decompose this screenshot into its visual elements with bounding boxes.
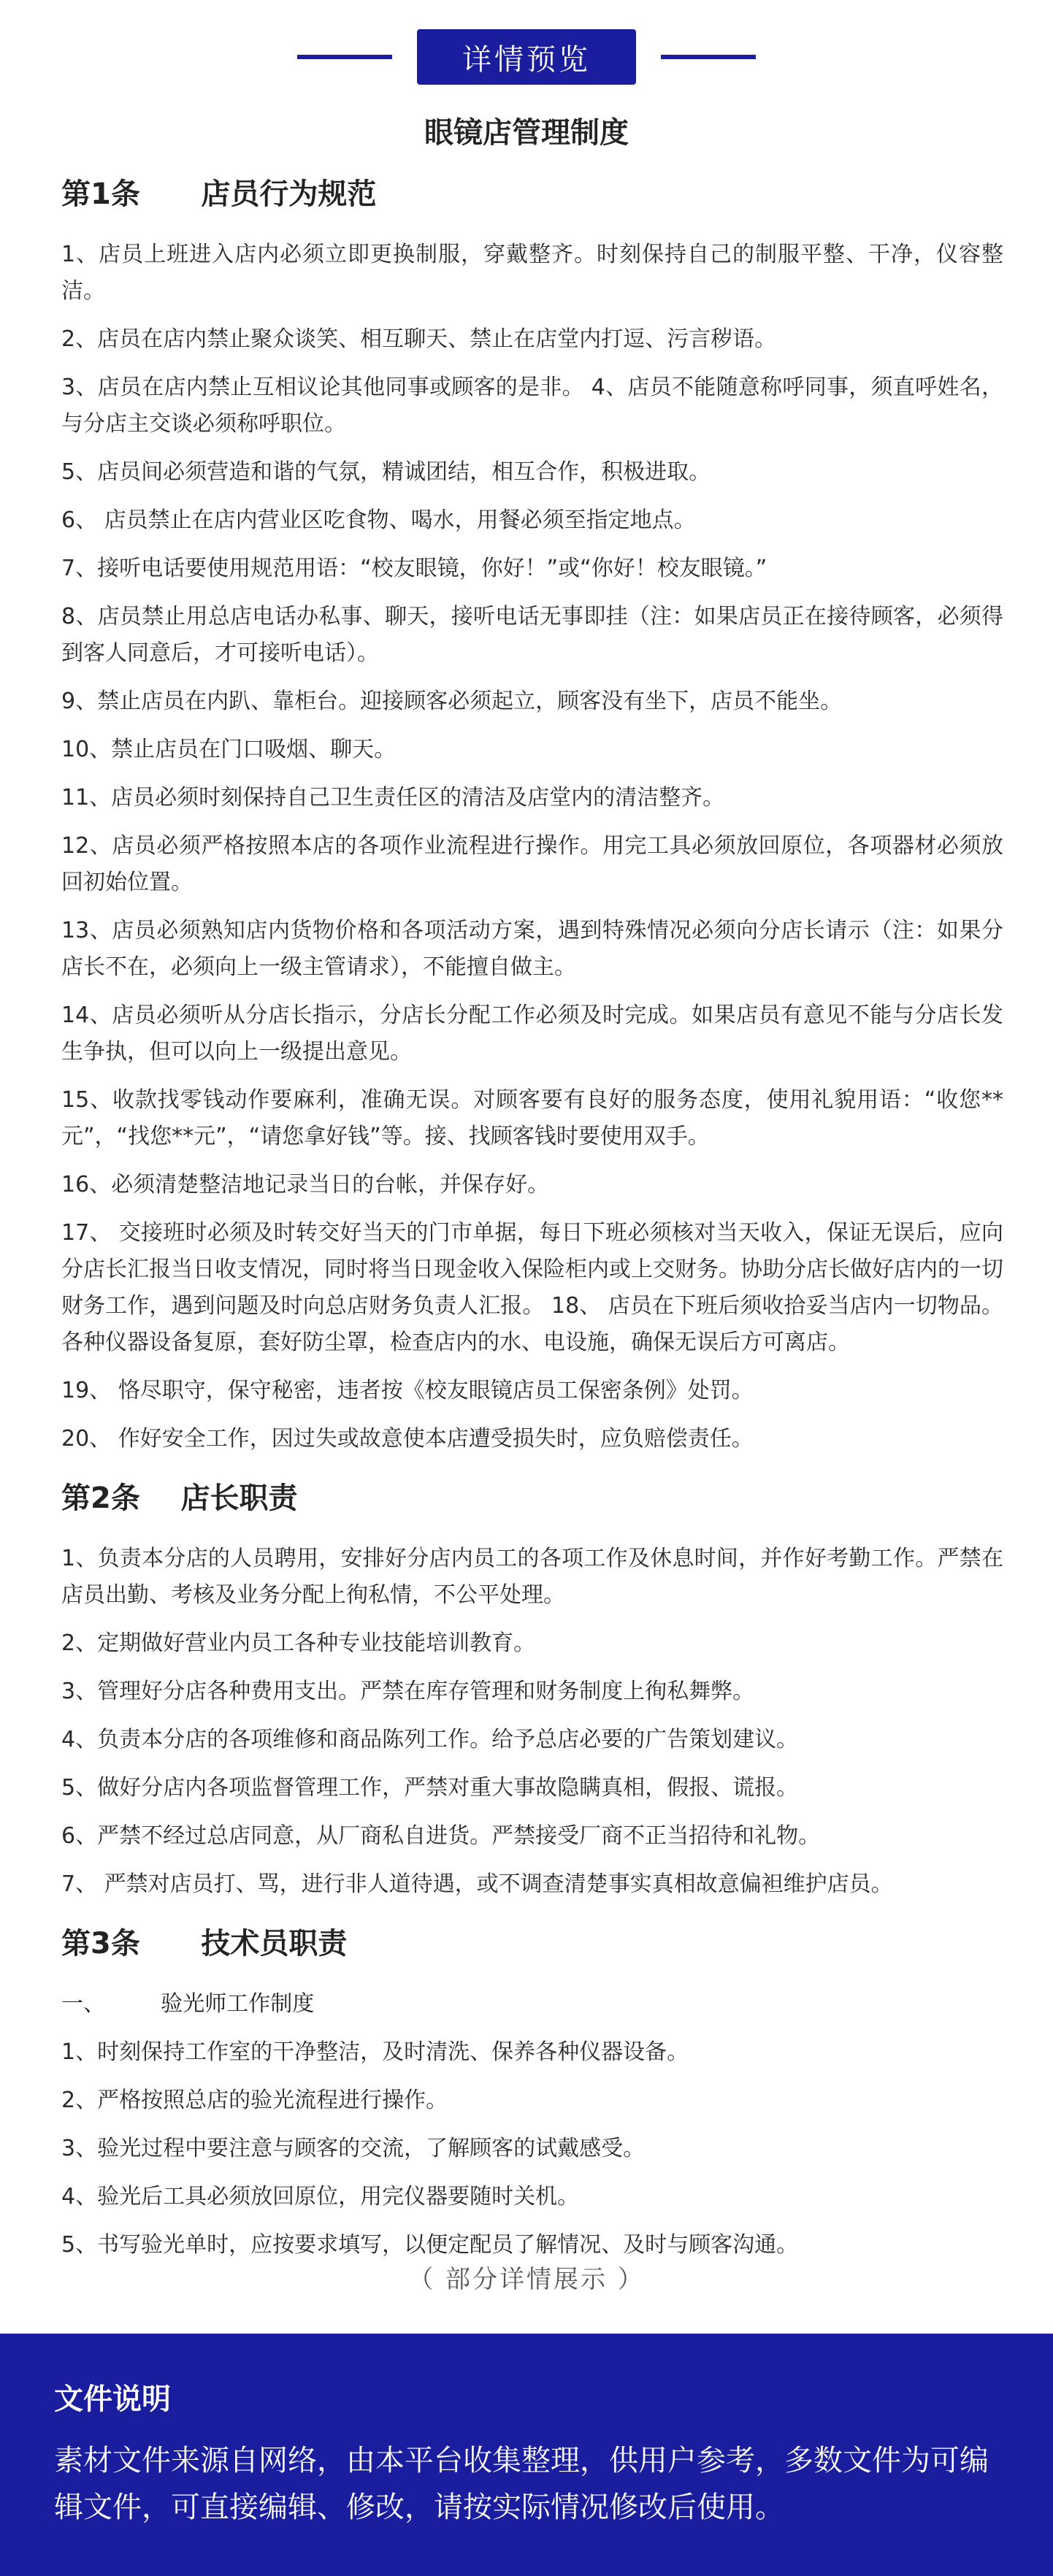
rule-item: 14、店员必须听从分店长指示，分店长分配工作必须及时完成。如果店员有意见不能与分店长发生争执，但可以向上一级提出意见。 [61,1003,1003,1065]
rule-item: 6、严禁不经过总店同意，从厂商私自进货。严禁接受厂商不正当招待和礼物。 [61,1823,821,1849]
rule-item: 17、 交接班时必须及时转交好当天的门市单据，每日下班必须核对当天收入，保证无误后，应向分店长汇报当日收支情况，同时将当日现金收入保险柜内或上交财务。协助分店长做好店内的一切财务工作，遇到问题及时向总店财务负责人汇报。 18、 店员在下班后须收拾妥当店内一切物品。各种仪器设备复原，套好防尘罩，检查店内的水、电设施，确保无误后方可离店。 [61,1220,1003,1355]
rule-item: 2、严格按照总店的验光流程进行操作。 [61,2088,448,2113]
rule-item: 5、店员间必须营造和谐的气氛，精诚团结，相互合作，积极进取。 [61,459,711,485]
rule-item: 11、店员必须时刻保持自己卫生责任区的清洁及店堂内的清洁整齐。 [61,785,725,810]
partial-preview-note: （ 部分详情展示 ） [408,2265,645,2294]
section-heading: 第3条 技术员职责 [61,1927,348,1960]
section-heading: 第1条 店员行为规范 [61,177,377,211]
rule-item: 7、 严禁对店员打、骂，进行非人道待遇，或不调查清楚事实真相故意偏袒维护店员。 [61,1871,893,1897]
header-right-rule [661,55,756,59]
document-title: 眼镜店管理制度 [424,116,629,150]
rule-item: 1、时刻保持工作室的干净整洁，及时清洗、保养各种仪器设备。 [61,2039,689,2065]
rule-item: 4、验光后工具必须放回原位，用完仪器要随时关机。 [61,2184,580,2209]
rule-item: 13、店员必须熟知店内货物价格和各项活动方案，遇到特殊情况必须向分店长请示（注：如果分店长不在，必须向上一级主管请求），不能擅自做主。 [61,918,1003,980]
section-1 [61,174,1003,1457]
subsection-label: 一、 验光师工作制度 [61,1991,315,2017]
rule-item: 16、必须清楚整洁地记录当日的台帐，并保存好。 [61,1172,550,1197]
rule-item: 3、验光过程中要注意与顾客的交流，了解顾客的试戴感受。 [61,2136,646,2161]
rule-item: 3、管理好分店各种费用支出。严禁在库存管理和财务制度上徇私舞弊。 [61,1679,755,1704]
rule-item: 2、定期做好营业内员工各种专业技能培训教育。 [61,1630,536,1656]
rule-item: 4、负责本分店的各项维修和商品陈列工作。给予总店必要的广告策划建议。 [61,1727,799,1752]
rule-item: 10、禁止店员在门口吸烟、聊天。 [61,737,397,762]
rule-item: 5、书写验光单时，应按要求填写，以便定配员了解情况、及时与顾客沟通。 [61,2232,799,2258]
rule-item: 15、收款找零钱动作要麻利，准确无误。对顾客要有良好的服务态度，使用礼貌用语：“收您**元”，“找您**元”，“请您拿好钱”等。接、找顾客钱时要使用双手。 [61,1087,1003,1149]
rule-item: 19、 恪尽职守，保守秘密，违者按《校友眼镜店员工保密条例》处罚。 [61,1378,754,1403]
file-info-footer [0,2334,1053,2576]
rule-item: 8、店员禁止用总店电话办私事、聊天，接听电话无事即挂（注：如果店员正在接待顾客，必须得到客人同意后，才可接听电话）。 [61,604,1003,666]
header-left-rule [297,55,392,59]
rule-item: 7、接听电话要使用规范用语：“校友眼镜，你好！”或“你好！校友眼镜。” [61,556,767,581]
preview-badge: 详情预览 [417,29,636,85]
footer-text: 素材文件来源自网络，由本平台收集整理，供用户参考，多数文件为可编辑文件，可直接编辑、修改，请按实际情况修改后使用。 [54,2444,989,2524]
rule-item: 2、店员在店内禁止聚众谈笑、相互聊天、禁止在店堂内打逗、污言秽语。 [61,326,777,352]
rule-item: 12、店员必须严格按照本店的各项作业流程进行操作。用完工具必须放回原位，各项器材必须放回初始位置。 [61,833,1003,895]
preview-header [0,28,1053,86]
rule-item: 20、 作好安全工作，因过失或故意使本店遭受损失时，应负赔偿责任。 [61,1426,754,1452]
section-heading: 第2条 店长职责 [61,1481,298,1515]
section-3 [61,1923,1003,2263]
rule-item: 5、做好分店内各项监督管理工作，严禁对重大事故隐瞒真相，假报、谎报。 [61,1775,799,1801]
document-body [61,174,1003,2284]
rule-item: 1、负责本分店的人员聘用，安排好分店内员工的各项工作及休息时间，并作好考勤工作。严禁在店员出勤、考核及业务分配上徇私情，不公平处理。 [61,1546,1003,1608]
rule-item: 1、店员上班进入店内必须立即更换制服，穿戴整齐。时刻保持自己的制服平整、干净，仪容整洁。 [61,242,1003,304]
section-2 [61,1478,1003,1903]
rule-item: 3、店员在店内禁止互相议论其他同事或顾客的是非。 4、店员不能随意称呼同事，须直呼姓名，与分店主交谈必须称呼职位。 [61,375,1003,437]
rule-item: 6、 店员禁止在店内营业区吃食物、喝水，用餐必须至指定地点。 [61,507,696,533]
footer-title: 文件说明 [54,2383,171,2416]
rule-item: 9、禁止店员在内趴、靠柜台。迎接顾客必须起立，顾客没有坐下，店员不能坐。 [61,689,843,714]
